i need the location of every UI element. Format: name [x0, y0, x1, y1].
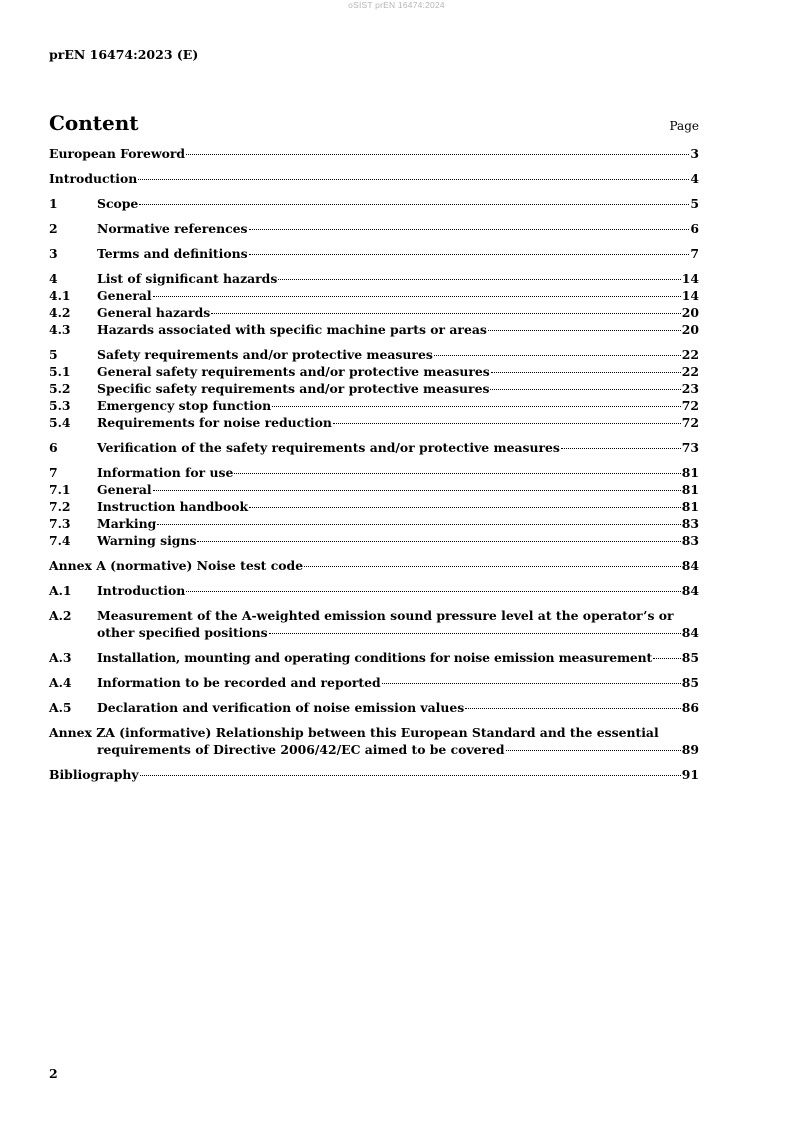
dot-leader [465, 708, 681, 709]
dot-leader [153, 296, 681, 297]
toc-entry-page: 84 [681, 625, 699, 640]
toc-entry[interactable] [49, 195, 699, 212]
toc-entry-number: 3 [49, 246, 58, 261]
toc-entry[interactable] [49, 363, 699, 380]
toc-entry-page: 83 [681, 533, 699, 548]
toc-entry-page: 20 [681, 322, 699, 337]
toc-entry-page: 84 [681, 583, 699, 598]
toc-entry-title: Normative references [97, 221, 248, 236]
dot-leader [488, 330, 681, 331]
toc-entry-page: 81 [681, 482, 699, 497]
toc-entry-number: 7.3 [49, 516, 71, 531]
toc-entry-title: Marking [97, 516, 157, 531]
toc-entry[interactable] [49, 304, 699, 321]
toc-entry-number: A.3 [49, 650, 72, 665]
dot-leader [157, 524, 681, 525]
toc-entry[interactable] [49, 498, 699, 515]
toc-entry-page: 22 [681, 364, 699, 379]
toc-entry-page: 22 [681, 347, 699, 362]
toc-entry-number: A.5 [49, 700, 72, 715]
toc-entry-page: 14 [681, 288, 699, 303]
toc-entry-page: 86 [681, 700, 699, 715]
toc-entry[interactable] [49, 649, 699, 666]
toc-entry-number: 4 [49, 271, 58, 286]
toc-entry-title: Specific safety requirements and/or protective measures [97, 381, 490, 396]
dot-leader [249, 254, 690, 255]
dot-leader [211, 313, 681, 314]
dot-leader [249, 229, 690, 230]
toc-entry-title: Terms and definitions [97, 246, 248, 261]
toc-entry[interactable] [49, 321, 699, 338]
toc-entry[interactable] [49, 766, 699, 783]
toc-entry[interactable] [49, 515, 699, 532]
toc-entry[interactable] [49, 724, 699, 758]
toc-entry-title: General safety requirements and/or protective measures [97, 364, 490, 379]
toc-entry-title: Scope [97, 196, 139, 211]
toc-entry[interactable] [49, 481, 699, 498]
toc-entry[interactable] [49, 220, 699, 237]
toc-entry-title: Hazards associated with specific machine parts or areas [97, 322, 487, 337]
dot-leader [304, 566, 681, 567]
toc-header [49, 111, 699, 139]
toc-entry-page: 83 [681, 516, 699, 531]
toc-entry-page: 7 [690, 246, 699, 261]
toc-entry-page: 14 [681, 271, 699, 286]
toc-entry-number: 7.2 [49, 499, 71, 514]
toc-entry-number: 5 [49, 347, 58, 362]
toc-entry[interactable] [49, 270, 699, 287]
toc-entry-title: Declaration and verification of noise emission values [97, 700, 465, 715]
toc-entry-number: 7 [49, 465, 58, 480]
dot-leader [138, 179, 689, 180]
toc-entry-number: 5.1 [49, 364, 71, 379]
toc-entry-page: 6 [690, 221, 699, 236]
toc-entry-number: 2 [49, 221, 58, 236]
toc-entry[interactable] [49, 414, 699, 431]
toc-entry-title: Information to be recorded and reported [97, 675, 381, 690]
dot-leader [140, 775, 681, 776]
toc-entry-title: Instruction handbook [97, 499, 249, 514]
toc-entry-title: List of significant hazards [97, 271, 278, 286]
toc-entry-page: 81 [681, 499, 699, 514]
toc-entry-number: 1 [49, 196, 58, 211]
toc-entry-title: Annex A (normative) Noise test code [49, 558, 304, 573]
toc-entry[interactable] [49, 245, 699, 262]
toc-entry-number: 4.2 [49, 305, 71, 320]
toc-entry[interactable] [49, 439, 699, 456]
dot-leader [506, 750, 681, 751]
toc-entry-title: Safety requirements and/or protective measures [97, 347, 433, 362]
dot-leader [186, 591, 681, 592]
toc-entry-page: 23 [681, 381, 699, 396]
dot-leader [278, 279, 680, 280]
toc-entry[interactable] [49, 532, 699, 549]
toc-entry[interactable] [49, 557, 699, 574]
toc-entry-title: General hazards [97, 305, 211, 320]
watermark: oSIST prEN 16474:2024 [348, 0, 445, 10]
toc-entry-page: 81 [681, 465, 699, 480]
dot-leader [382, 683, 681, 684]
dot-leader [272, 406, 681, 407]
toc-entry-number: 7.1 [49, 482, 71, 497]
dot-leader [153, 490, 681, 491]
toc-entry-page: 4 [690, 171, 699, 186]
toc-entry-number: 4.3 [49, 322, 71, 337]
page-column-label: Page [669, 119, 699, 133]
toc-entry-page: 3 [690, 146, 699, 161]
dot-leader [249, 507, 681, 508]
toc-entry-title-line1: Annex ZA (informative) Relationship between this European Standard and the essential [49, 725, 659, 740]
dot-leader [434, 355, 681, 356]
toc-entry-number: 4.1 [49, 288, 71, 303]
dot-leader [653, 658, 681, 659]
toc-entry-title: requirements of Directive 2006/42/EC aimed to be covered [97, 742, 505, 757]
toc-entry[interactable] [49, 346, 699, 363]
toc-entry-page: 85 [681, 650, 699, 665]
dot-leader [186, 154, 689, 155]
dot-leader [197, 541, 680, 542]
toc-entry-page: 72 [681, 398, 699, 413]
toc-entry-title: Requirements for noise reduction [97, 415, 332, 430]
toc-entry[interactable] [49, 145, 699, 162]
toc-entry-number: 6 [49, 440, 58, 455]
toc-entry[interactable] [49, 464, 699, 481]
toc-entry-number: 7.4 [49, 533, 71, 548]
toc-entry-title: Information for use [97, 465, 234, 480]
toc-entry-page: 72 [681, 415, 699, 430]
toc-entry[interactable] [49, 287, 699, 304]
toc-entry-page: 85 [681, 675, 699, 690]
document-id: prEN 16474:2023 (E) [49, 47, 199, 62]
toc-entry[interactable] [49, 170, 699, 187]
toc-entry[interactable] [49, 674, 699, 691]
page-number: 2 [49, 1066, 58, 1081]
toc-entry-title: Emergency stop function [97, 398, 272, 413]
table-of-contents [49, 145, 699, 783]
toc-entry-number: A.1 [49, 583, 72, 598]
toc-entry[interactable] [49, 397, 699, 414]
toc-entry-title: Bibliography [49, 767, 139, 782]
toc-entry-title: Installation, mounting and operating conditions for noise emission measurement [97, 650, 653, 665]
toc-entry-number: A.2 [49, 608, 72, 623]
toc-entry-title: European Foreword [49, 146, 186, 161]
toc-entry-page: 73 [681, 440, 699, 455]
toc-entry-number: 5.4 [49, 415, 71, 430]
toc-entry-title: Warning signs [97, 533, 197, 548]
toc-entry-title-line1: Measurement of the A-weighted emission sound pressure level at the operator’s or [97, 608, 674, 623]
toc-entry[interactable] [49, 607, 699, 641]
toc-entry-number: 5.2 [49, 381, 71, 396]
dot-leader [333, 423, 681, 424]
toc-title: Content [49, 111, 139, 135]
dot-leader [234, 473, 680, 474]
toc-entry-title: Verification of the safety requirements and/or protective measures [97, 440, 560, 455]
dot-leader [491, 372, 681, 373]
dot-leader [490, 389, 680, 390]
toc-entry-title: other specified positions [97, 625, 268, 640]
toc-entry-number: 5.3 [49, 398, 71, 413]
dot-leader [139, 204, 689, 205]
toc-entry-title: Introduction [49, 171, 138, 186]
toc-entry[interactable] [49, 699, 699, 716]
toc-entry-title: Introduction [97, 583, 186, 598]
toc-entry-number: A.4 [49, 675, 72, 690]
toc-entry-page: 91 [681, 767, 699, 782]
toc-entry[interactable] [49, 582, 699, 599]
toc-entry-title: General [97, 288, 152, 303]
toc-entry-page: 5 [690, 196, 699, 211]
toc-entry[interactable] [49, 380, 699, 397]
toc-entry-title: General [97, 482, 152, 497]
toc-entry-page: 84 [681, 558, 699, 573]
toc-entry-page: 20 [681, 305, 699, 320]
dot-leader [561, 448, 681, 449]
toc-entry-page: 89 [681, 742, 699, 757]
dot-leader [269, 633, 681, 634]
